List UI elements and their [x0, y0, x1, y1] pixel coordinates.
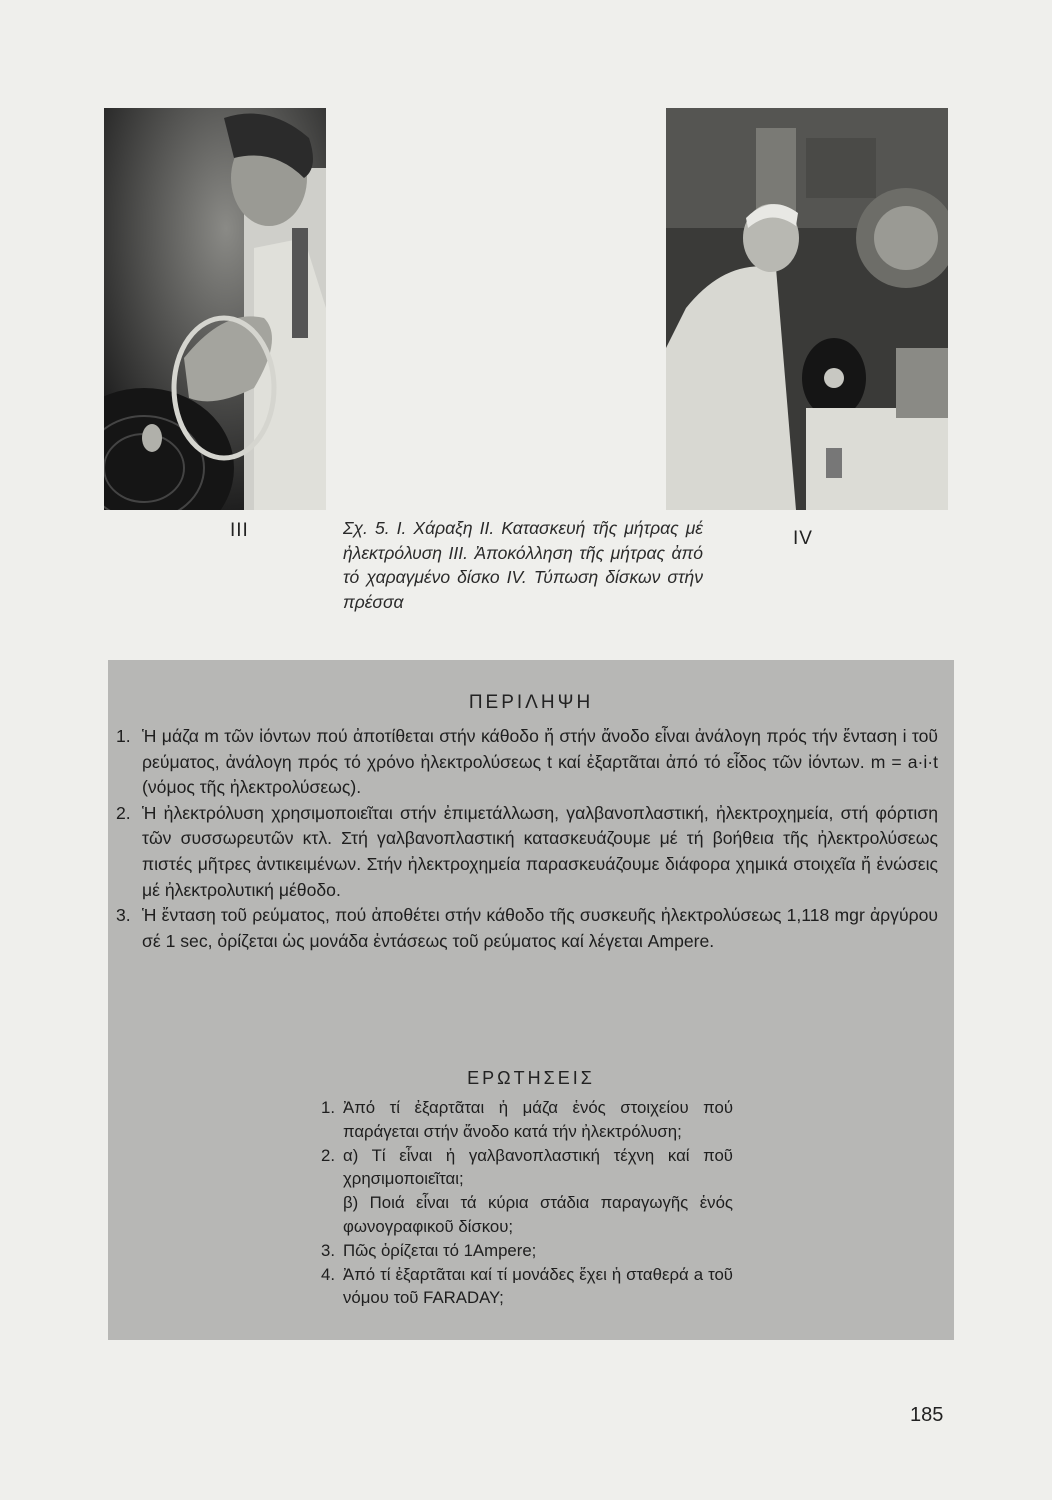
questions-title: ΕΡΩΤΗΣΕΙΣ — [467, 1068, 595, 1088]
summary-item — [116, 903, 938, 954]
question-item — [321, 1144, 733, 1239]
figure-label-iv: IV — [793, 528, 813, 549]
question-text: Πῶς ὁρίζεται τό 1Ampere; — [343, 1240, 537, 1260]
question-number: 2. — [321, 1145, 335, 1165]
question-text-a: α) Τί εἶναι ἡ γαλβανοπλαστική τέχνη καί ποῦ χρησιμοποιεῖται; — [343, 1145, 733, 1189]
summary-item — [116, 724, 938, 801]
question-number: 4. — [321, 1264, 335, 1284]
figure-label-iii: III — [230, 520, 249, 541]
summary-item-number: 3. — [116, 905, 131, 926]
page-number: 185 — [910, 1404, 944, 1426]
summary-item-text: Ἡ μάζα m τῶν ἰόντων πού ἀποτίθεται στήν κάθοδο ἤ στήν ἄνοδο εἶναι ἀνάλογη πρός τήν ἔνταση i τοῦ ρεύματος, ἀνάλογη πρός τό χρόνο ἠλεκτρολύσεως t καί ἐξαρτᾶται ἀπό τό εἶδος τῶν ἰόντων. m = a·i·t (νόμος τῆς ἠλεκτρολύσεως). — [142, 726, 938, 798]
question-text-b: β) Ποιά εἶναι τά κύρια στάδια παραγωγῆς ἑνός φωνογραφικοῦ δίσκου; — [343, 1193, 733, 1236]
summary-box — [108, 660, 954, 1340]
summary-item-number: 1. — [116, 726, 131, 746]
summary-item-number: 2. — [116, 802, 131, 823]
summary-item — [116, 801, 938, 903]
photo-iii-detaching-matrix — [104, 108, 326, 510]
photo-iii-graphic — [104, 108, 326, 510]
question-number: 1. — [321, 1098, 335, 1117]
question-item — [321, 1263, 733, 1311]
summary-item-text: Ἡ ἔνταση τοῦ ρεύματος, πού ἀποθέτει στήν κάθοδο τῆς συσκευῆς ἠλεκτρολύσεως 1,118 mgr ἀργύρου σέ 1 sec, ὁρίζεται ὡς μονάδα ἐντάσεως τοῦ ρεύματος καί λέγεται Ampere. — [142, 905, 938, 951]
summary-title: ΠΕΡΙΛΗΨΗ — [468, 692, 594, 713]
question-text: Ἀπό τί ἐξαρτᾶται ἡ μάζα ἑνός στοιχείου πού παράγεται στήν ἄνοδο κατά τήν ἠλεκτρόλυση; — [343, 1098, 733, 1141]
questions-list — [321, 1096, 733, 1310]
photo-iv-disc-press — [666, 108, 948, 510]
question-text: Ἀπό τί ἐξαρτᾶται καί τί μονάδες ἔχει ἡ σταθερά a τοῦ νόμου τοῦ FARADAY; — [343, 1264, 733, 1308]
summary-item-text: Ἡ ἠλεκτρόλυση χρησιμοποιεῖται στήν ἐπιμετάλλωση, γαλβανοπλαστική, ἠλεκτροχημεία, στή φόρτιση τῶν συσσωρευτῶν κτλ. Στή γαλβανοπλαστική κατασκευάζουμε μέ τή βοήθεια τῆς ἠλεκτρολύσεως πιστές μῆτρες ἀντικειμένων. Στήν ἠλεκτροχημεία παρασκευάζουμε διάφορα χημικά στοιχεῖα ἤ ἑνώσεις μέ ἠλεκτρολυτική μέθοδο. — [142, 802, 938, 900]
question-item — [321, 1239, 733, 1263]
summary-list — [116, 724, 938, 954]
figure-caption: Σχ. 5. Ι. Χάραξη ΙΙ. Κατασκευή τῆς μήτρας μέ ἠλεκτρόλυση ΙΙΙ. Ἀποκόλληση τῆς μήτρας ἀπό τό χαραγμένο δίσκο ΙV. Τύπωση δίσκων στήν πρέσσα — [343, 518, 703, 612]
photo-iv-graphic — [666, 108, 948, 510]
question-number: 3. — [321, 1240, 335, 1260]
question-item — [321, 1096, 733, 1144]
